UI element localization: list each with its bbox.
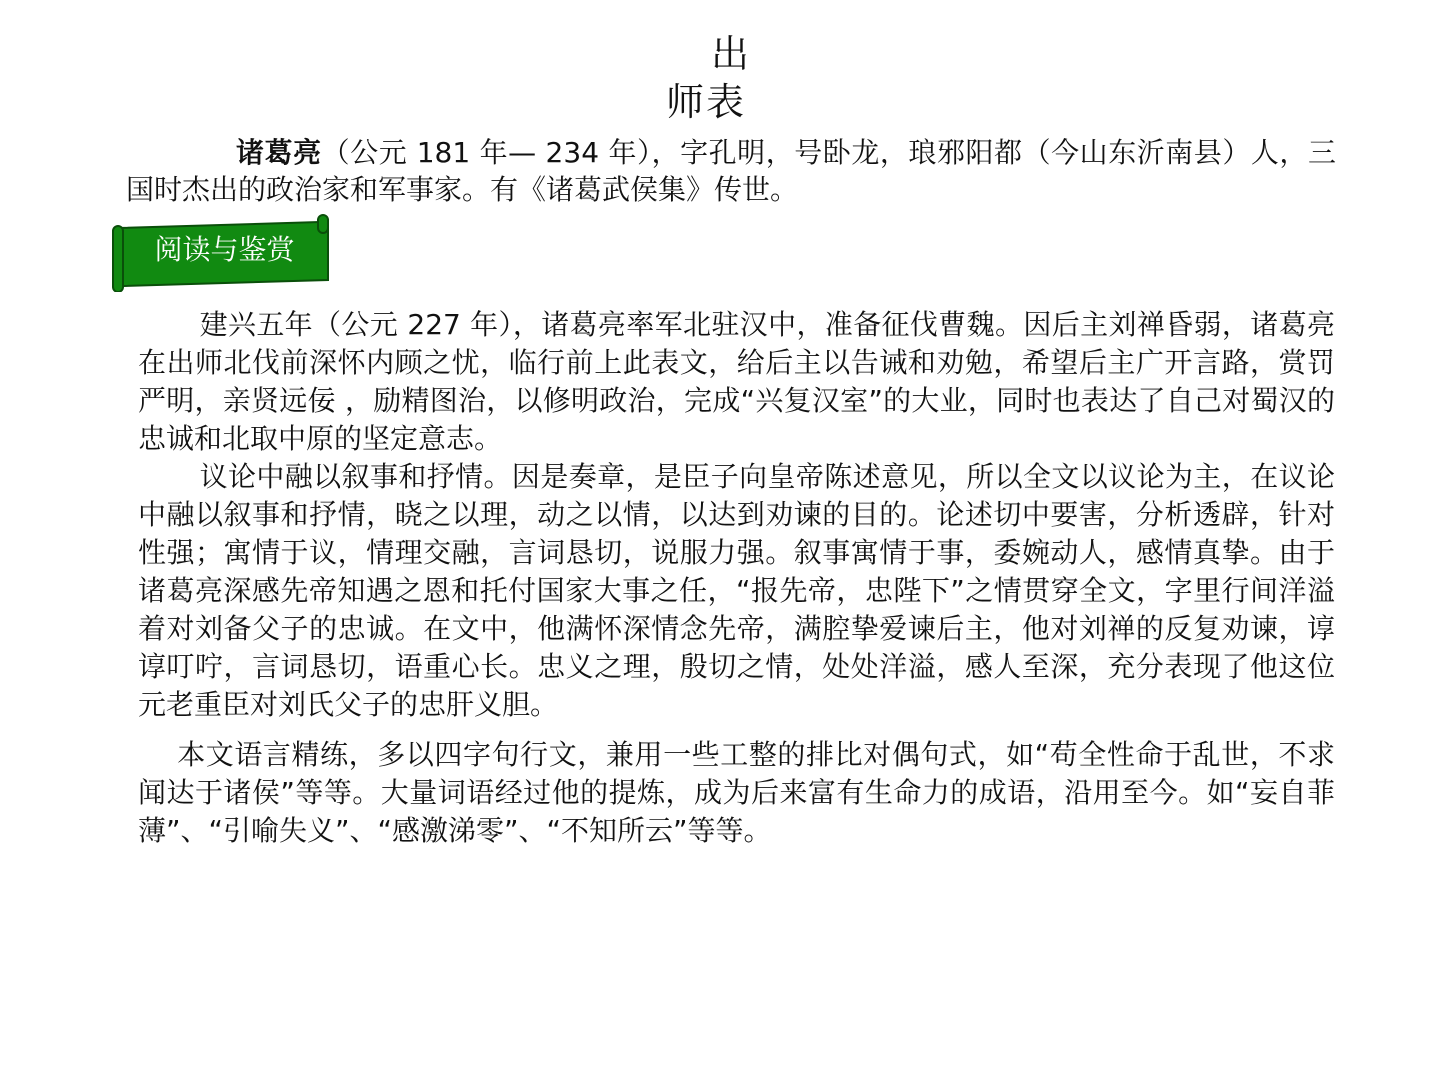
- title-line-1: 出: [710, 32, 751, 76]
- title-line-2: 师表: [665, 80, 746, 124]
- author-name: 诸葛亮: [236, 136, 322, 169]
- author-intro: [126, 134, 1336, 208]
- paragraph-language: 本文语言精练，多以四字句行文，兼用一些工整的排比对偶句式，如“苟全性命于乱世，不求闻达于诸侯”等等。大量词语经过他的提炼，成为后来富有生命力的成语，沿用至今。如“妄自菲薄”、“引喻失义”、“感激涕零”、“不知所云”等等。: [138, 738, 1335, 847]
- paragraph-analysis: 议论中融以叙事和抒情。因是奏章，是臣子向皇帝陈述意见，所以全文以议论为主，在议论中融以叙事和抒情，晓之以理，动之以情，以达到劝谏的目的。论述切中要害，分析透辟，针对性强；寓情于议，情理交融，言词恳切，说服力强。叙事寓情于事，委婉动人，感情真挚。由于诸葛亮深感先帝知遇之恩和托付国家大事之任，“报先帝，忠陛下”之情贯穿全文，字里行间洋溢着对刘备父子的忠诚。在文中，他满怀深情念先帝，满腔挚爱谏后主，他对刘禅的反复劝谏，谆谆叮咛，言词恳切，语重心长。忠义之理，殷切之情，处处洋溢，感人至深，充分表现了他这位元老重臣对刘氏父子的忠肝义胆。: [138, 460, 1335, 721]
- section-banner: [112, 214, 330, 292]
- article-body: [138, 306, 1335, 850]
- paragraph-background: 建兴五年（公元 227 年），诸葛亮率军北驻汉中，准备征伐曹魏。因后主刘禅昏弱，诸葛亮在出师北伐前深怀内顾之忧，临行前上此表文，给后主以告诫和劝勉，希望后主广开言路，赏罚严明，亲贤远佞 ，励精图治，以修明政治，完成“兴复汉室”的大业，同时也表达了自己对蜀汉的忠诚和北取中原的坚定意志。: [138, 308, 1335, 455]
- page-title: [0, 30, 1440, 126]
- author-intro-text: （公元 181 年— 234 年），字孔明，号卧龙，琅邪阳都（今山东沂南县）人，三国时杰出的政治家和军事家。有《诸葛武侯集》传世。: [126, 136, 1336, 206]
- banner-label: 阅读与鉴赏: [154, 233, 295, 266]
